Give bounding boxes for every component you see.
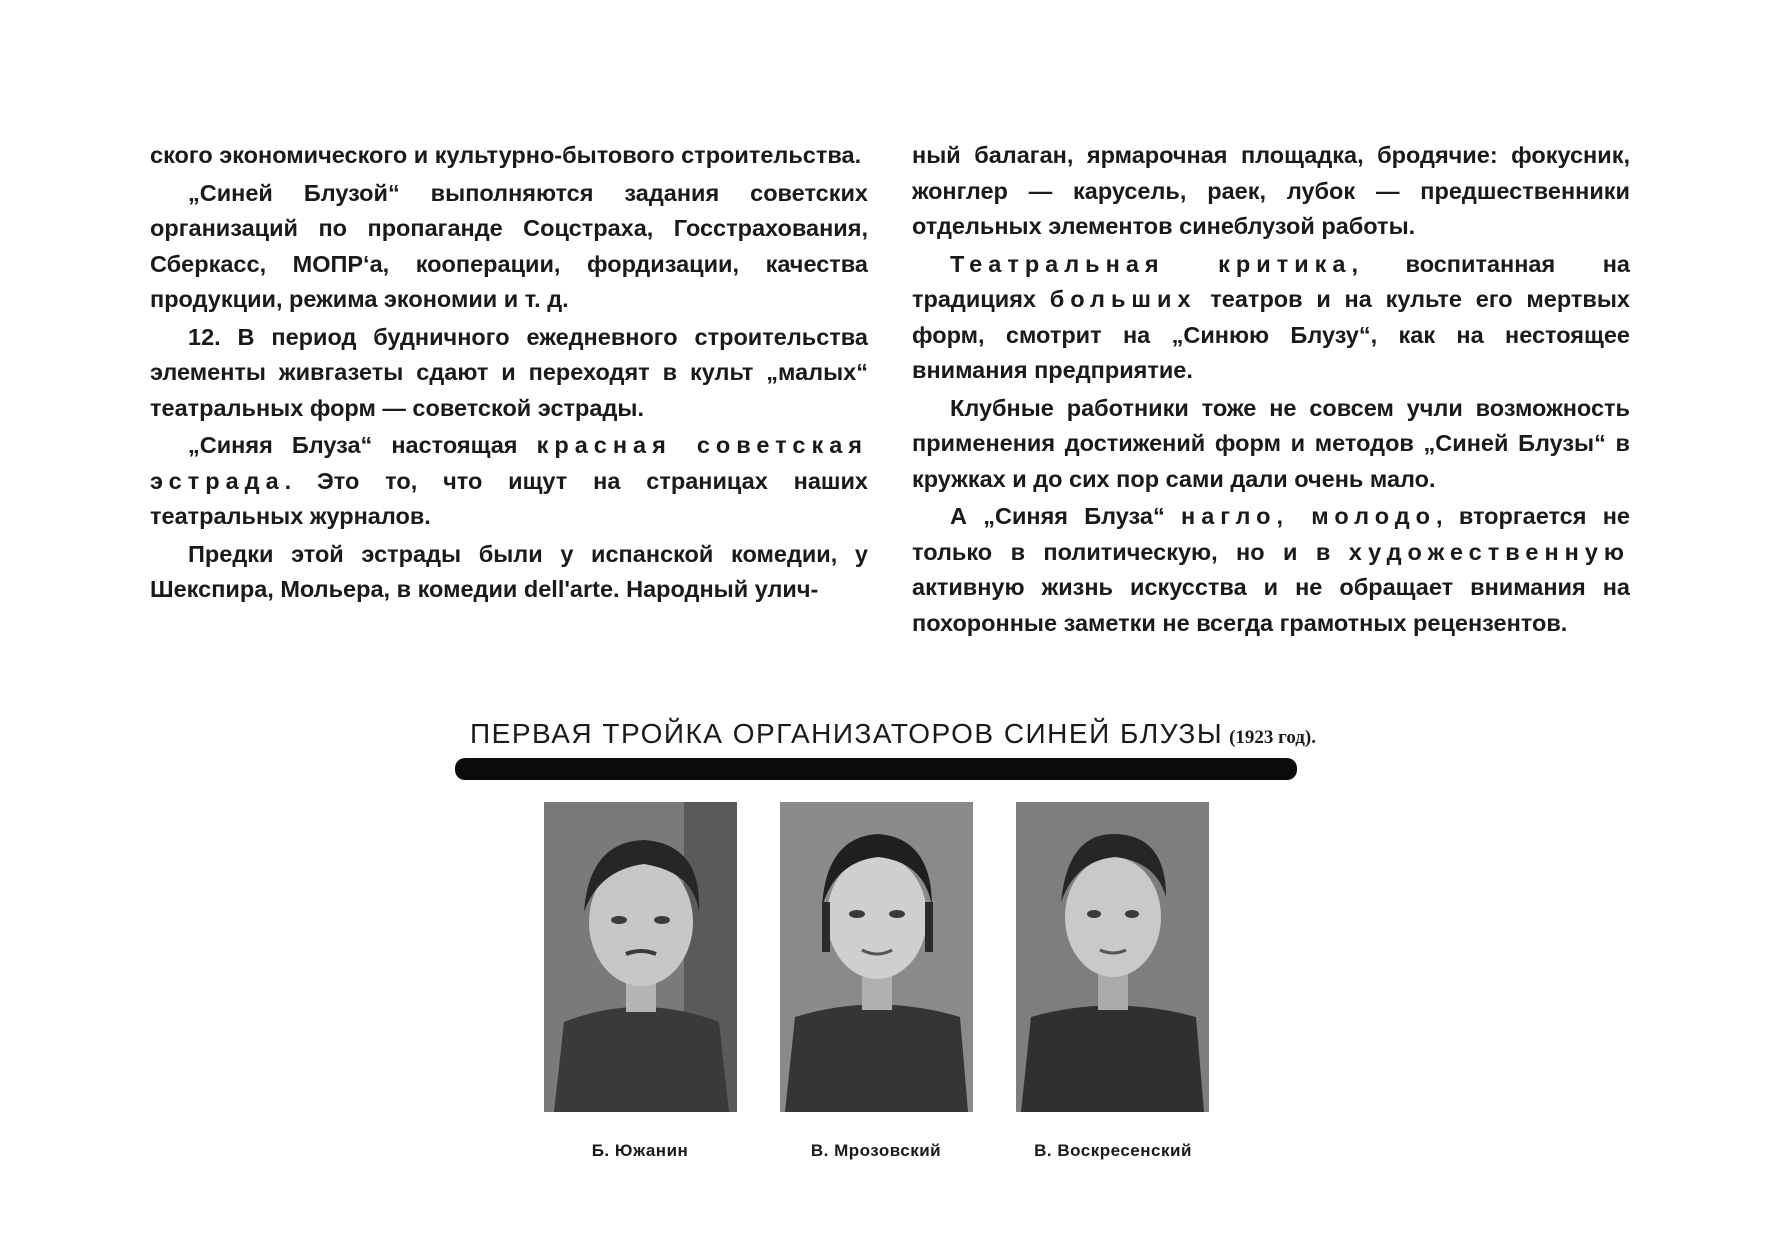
emphasis-spaced: Театральная критика	[950, 250, 1352, 277]
paragraph: Клубные работники тоже не совсем учли возможность применения достижений форм и методов „Синей Блузы“ в кружках и до сих пор сами дали очень мало.	[912, 394, 1630, 492]
paragraph: 12. В период будничного ежедневного строительства элементы живгазеты сдают и переходят в культ „малых“ театральных форм — советской эстрады.	[150, 323, 868, 421]
figure-title-text: ПЕРВАЯ ТРОЙКА ОРГАНИЗАТОРОВ СИНЕЙ БЛУЗЫ	[470, 718, 1224, 749]
paragraph: Предки этой эстрады были у испанской комедии, у Шекспира, Мольера, в комедии dell'arte. Народный улич-	[150, 540, 868, 602]
portrait-photo-3	[1016, 802, 1209, 1112]
text-run: „Синяя Блуза“ настоящая	[188, 432, 518, 458]
portrait-caption-3: В. Воскресенский	[1034, 1141, 1192, 1160]
text-run: активную жизнь искусства и не обращает внимания на похоронные заметки не всегда грамотных рецензентов.	[912, 574, 1630, 636]
paragraph	[912, 499, 1630, 641]
portrait-3-image	[1016, 802, 1209, 1112]
title-underline-bar	[455, 758, 1297, 780]
paragraph: ный балаган, ярмарочная площадка, бродячие: фокусник, жонглер — карусель, раек, лубок — предшественники отдельных элементов синеблузой работы.	[912, 142, 1630, 239]
text-run: . Это то, что ищут на страницах наших театральных журналов.	[150, 467, 868, 529]
emphasis-spaced: красная советская эстрада	[150, 432, 868, 494]
emphasis-spaced: художественную	[1348, 538, 1630, 565]
portrait-caption-2: В. Мрозовский	[810, 1141, 942, 1160]
portrait-caption-1: Б. Южанин	[591, 1141, 689, 1160]
paragraph	[912, 247, 1630, 389]
figure-year: (1923 год).	[1229, 727, 1316, 748]
emphasis-spaced: больших	[1049, 286, 1197, 312]
text-run: А „Синяя Блуза“	[950, 503, 1165, 529]
figure-title	[0, 718, 1786, 750]
paragraph	[150, 428, 868, 535]
portrait-photo-1	[544, 802, 737, 1112]
portrait-1-image	[544, 802, 737, 1112]
portrait-photo-2	[780, 802, 973, 1112]
paragraph: ского экономического и культурно-бытового строительства.	[150, 142, 862, 168]
text-run: , вторгается не только в политическую, но и в	[912, 503, 1630, 565]
text-column-right	[912, 138, 1630, 643]
paragraph: „Синей Блузой“ выполняются задания советских организаций по пропаганде Соцстраха, Госстрахования, Сберкасс, МОПР‘а, кооперации, фордизации, качества продукции, режима экономии и т. д.	[150, 179, 868, 312]
text-column-left	[150, 138, 868, 610]
text-run: театров и на культе его мертвых форм, смотрит на „Синюю Блузу“, как на нестоящее внимания предприятие.	[912, 286, 1631, 383]
portrait-2-image	[780, 802, 973, 1112]
text-run: , воспитанная на традициях	[912, 250, 1630, 312]
emphasis-spaced: нагло, молодо	[1181, 503, 1437, 529]
